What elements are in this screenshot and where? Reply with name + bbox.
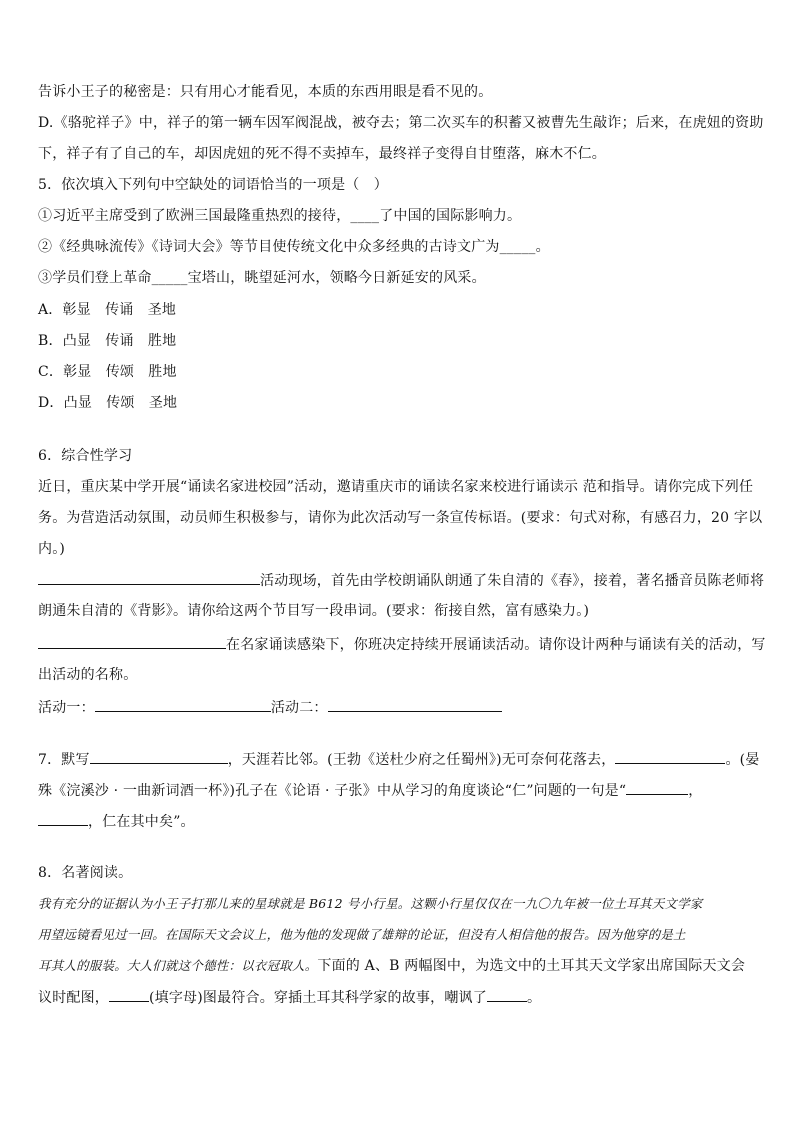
q6-activity-line	[38, 634, 766, 655]
activity-2-label: 活动二：	[270, 700, 328, 716]
q8-excerpt-line: 用望远镜看见过一回。在国际天文会议上，他为他的发现做了雄辩的论证，但没有人相信他的报告。因为他穿的是土	[38, 927, 686, 942]
q6-title: 6．综合性学习	[38, 448, 133, 464]
q8-excerpt-text: 耳其人的服装。大人们就这个德性：以衣冠取人。	[38, 958, 318, 973]
q8-question-text: 下面的 A、B 两幅图中，为选文中的土耳其天文学家出席国际天文会	[317, 958, 746, 974]
option-d-line: 下，祥子有了自己的车，却因虎妞的死不得不卖掉车，最终祥子变得自甘堕落，麻木不仁。	[38, 146, 606, 162]
q7-text: ，仁在其中矣”。	[88, 814, 195, 830]
activity-2-blank[interactable]	[328, 697, 502, 712]
q6-paragraph-line: 务。为营造活动氛围，动员师生积极参与，请你为此次活动写一条宣传标语。(要求：句式对称，有感召力，20 字以	[38, 510, 763, 526]
q5-stem: 5．依次填入下列句中空缺处的词语恰当的一项是（ ）	[38, 177, 388, 193]
activity-1-blank[interactable]	[95, 697, 271, 712]
q8-question-text: 议时配图，	[38, 990, 109, 1006]
q7-text: ，天涯若比邻。(王勃《送杜少府之任蜀州》)无可奈何花落去，	[227, 752, 616, 768]
q7-line	[38, 811, 758, 832]
q7-line	[38, 780, 758, 801]
activity-1-label: 活动一：	[38, 700, 95, 716]
option-d-line: D.《骆驼祥子》中，祥子的第一辆车因军阀混战，被夺去；第二次买车的积蓄又被曹先生敲诈；后来，在虎妞的资助	[38, 115, 764, 131]
q7-label: 7．默写	[38, 752, 90, 768]
q7-text: ，	[688, 783, 703, 799]
answer-blank[interactable]	[487, 987, 527, 1002]
q5-option-d: D．凸显 传颂 圣地	[38, 395, 178, 411]
q6-text: 在名家诵读感染下，你班决定持续开展诵读活动。请你设计两种与诵读有关的活动，写	[226, 637, 766, 653]
answer-blank[interactable]	[38, 570, 260, 585]
q6-program-line	[38, 570, 765, 591]
answer-blank[interactable]	[90, 749, 228, 764]
answer-blank[interactable]	[626, 780, 688, 795]
q6-text: 活动现场，首先由学校朗诵队朗通了朱自清的《春》，接着，著名播音员陈老师将	[260, 573, 765, 589]
q8-excerpt-line	[38, 956, 758, 976]
q5-sentence-3: ③学员们登上革命_____宝塔山，眺望延河水，领略今日新延安的风采。	[38, 270, 486, 286]
intro-line: 告诉小王子的秘密是：只有用心才能看见，本质的东西用眼是看不见的。	[38, 84, 493, 100]
q6-paragraph-line: 内。)	[38, 541, 66, 557]
q5-option-a: A．彰显 传诵 圣地	[38, 302, 177, 318]
q5-option-b: B．凸显 传诵 胜地	[38, 333, 177, 349]
q7-text: 。(晏	[725, 752, 760, 768]
q8-question-text: (填字母)图最符合。穿插土耳其科学家的故事，嘲讽了	[149, 990, 487, 1006]
q8-question-line	[38, 987, 758, 1008]
q7-line	[38, 749, 758, 770]
q6-activities	[38, 697, 758, 718]
answer-blank[interactable]	[109, 987, 149, 1002]
q6-paragraph-line: 近日，重庆某中学开展“诵读名家进校园”活动，邀请重庆市的诵读名家来校进行诵读示 范和指导。请你完成下列任	[38, 479, 754, 495]
q7-text: 殊《浣溪沙 · 一曲新词酒一杯》)孔子在《论语 · 子张》中从学习的角度谈论“仁”问题的一句是“	[38, 783, 627, 799]
q6-program-line: 朗通朱自清的《背影》。请你给这两个节目写一段串词。(要求：衔接自然，富有感染力。)	[38, 603, 590, 619]
q6-activity-line: 出活动的名称。	[38, 667, 138, 683]
q8-question-text: 。	[526, 990, 542, 1006]
q8-excerpt-line: 我有充分的证据认为小王子打那儿来的星球就是 B612 号小行星。这颗小行星仅仅在一九〇九年被一位土耳其天文学家	[38, 896, 703, 911]
answer-blank[interactable]	[38, 811, 88, 826]
answer-blank[interactable]	[38, 634, 226, 649]
q5-option-c: C．彰显 传颂 胜地	[38, 364, 177, 380]
q8-title: 8．名著阅读。	[38, 865, 133, 881]
q5-sentence-2: ②《经典咏流传》《诗词大会》等节目使传统文化中众多经典的古诗文广为_____。	[38, 239, 550, 255]
answer-blank[interactable]	[615, 749, 725, 764]
q5-sentence-1: ①习近平主席受到了欧洲三国最隆重热烈的接待，____了中国的国际影响力。	[38, 208, 522, 224]
